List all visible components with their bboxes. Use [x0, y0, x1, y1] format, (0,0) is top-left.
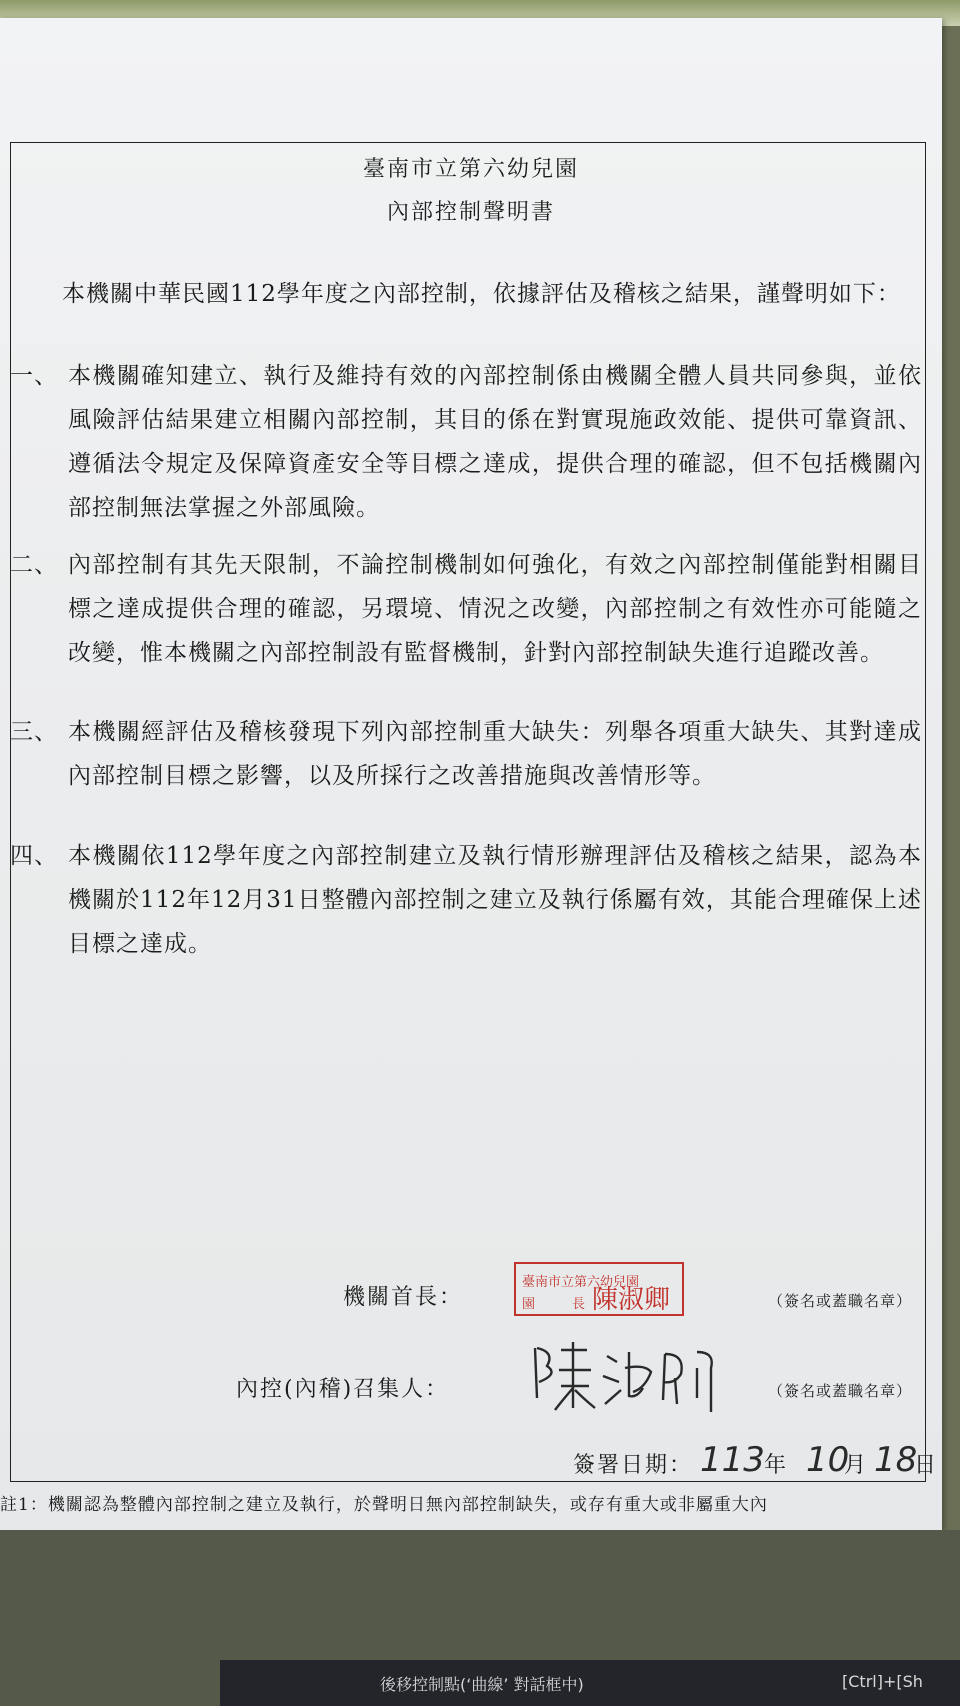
document-title: 內部控制聲明書 — [386, 200, 555, 225]
handwritten-signature — [525, 1338, 745, 1418]
date-month-unit: 月 — [844, 1453, 869, 1478]
keyboard-key-label: 後移控制點(‘曲線’ 對話框中) — [380, 1675, 584, 1694]
date-month: 10 — [806, 1440, 850, 1480]
date-year-unit: 年 — [764, 1453, 789, 1478]
item-text: 本機關確知建立、執行及維持有效的內部控制係由機關全體人員共同參與，並依風險評估結果建立相關內部控制，其目的係在對實現施政效能、提供可靠資訊、遵循法令規定及保障資產安全等目標之達成，提供合理的確認，但不包括機關內部控制無法掌握之外部風險。 — [68, 363, 922, 521]
date-year: 113 — [700, 1440, 765, 1480]
item-text: 內部控制有其先天限制，不論控制機制如何強化，有效之內部控制僅能對相關目標之達成提供合理的確認，另環境、情況之改變，內部控制之有效性亦可能隨之改變，惟本機關之內部控制設有監督機制，針對內部控制缺失進行追蹤改善。 — [68, 552, 922, 666]
svg-text:陳淑卿: 陳淑卿 — [592, 1285, 671, 1315]
intro-paragraph: 本機關中華民國112學年度之內部控制，依據評估及稽核之結果，謹聲明如下： — [62, 281, 901, 307]
organization-title: 臺南市立第六幼兒園 — [362, 157, 579, 182]
statement-item-4 — [10, 834, 922, 966]
convener-label: 內控(內稽)召集人： — [236, 1377, 450, 1402]
statement-item-2 — [10, 543, 922, 675]
date-label: 簽署日期： — [573, 1453, 694, 1478]
item-number: 二、 — [10, 552, 58, 578]
svg-text:臺南市立第六幼兒園: 臺南市立第六幼兒園 — [522, 1275, 640, 1290]
footnote: 註1：機關認為整體內部控制之建立及執行，於聲明日無內部控制缺失，或存有重大或非屬重大內 — [0, 1495, 768, 1515]
head-note: （簽名或蓋職名章） — [768, 1292, 913, 1310]
item-text: 本機關經評估及稽核發現下列內部控制重大缺失：列舉各項重大缺失、其對達成內部控制目標之影響，以及所採行之改善措施與改善情形等。 — [68, 719, 922, 789]
item-number: 四、 — [10, 843, 58, 869]
svg-text:園: 園 — [522, 1297, 536, 1312]
svg-text:長: 長 — [572, 1297, 586, 1312]
statement-item-1 — [10, 354, 922, 530]
item-number: 三、 — [10, 719, 58, 745]
seal-stamp-icon — [516, 1264, 686, 1318]
document-frame — [10, 142, 926, 1482]
date-day: 18 — [874, 1440, 918, 1480]
date-day-unit: 日 — [914, 1453, 939, 1478]
statement-item-3 — [10, 710, 922, 798]
official-seal — [514, 1262, 684, 1316]
convener-note: （簽名或蓋職名章） — [768, 1382, 913, 1400]
head-label: 機關首長： — [343, 1285, 464, 1310]
item-text: 本機關依112學年度之內部控制建立及執行情形辦理評估及稽核之結果，認為本機關於112年12月31日整體內部控制之建立及執行係屬有效，其能合理確保上述目標之達成。 — [68, 843, 922, 957]
item-number: 一、 — [10, 363, 58, 389]
keyboard-shortcut-label: [Ctrl]+[Sh — [842, 1672, 923, 1691]
